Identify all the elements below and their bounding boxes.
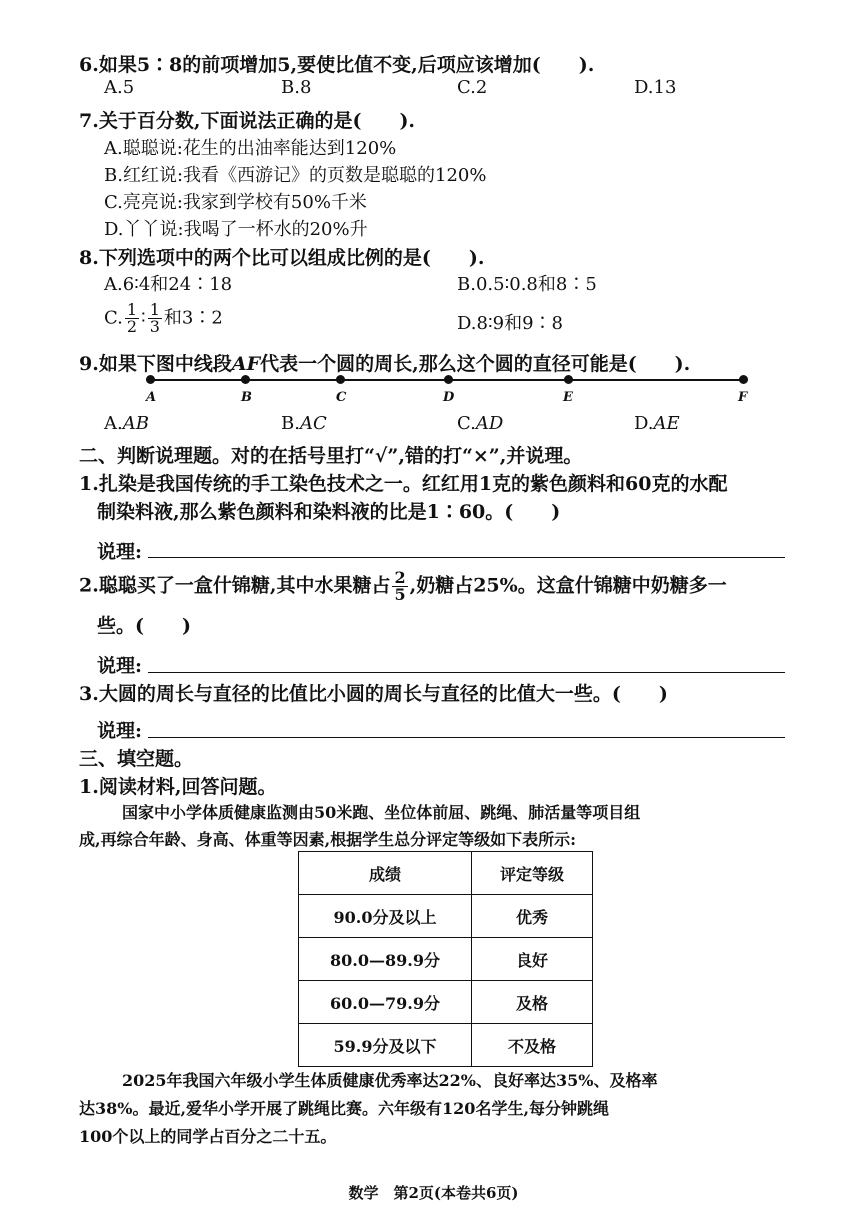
table-cell-grade: 良好 bbox=[472, 938, 593, 981]
q7-option-a: A.聪聪说:花生的出油率能达到120% bbox=[104, 138, 397, 159]
option-letter: D. bbox=[634, 413, 654, 434]
q6-option-d: D.13 bbox=[634, 77, 677, 98]
fraction-numerator: 1 bbox=[126, 300, 138, 319]
option-value: AE bbox=[653, 413, 680, 434]
point-a bbox=[146, 375, 155, 384]
page-footer: 数学 第2页(本卷共6页) bbox=[348, 1184, 519, 1202]
table-row bbox=[299, 895, 593, 938]
q9-stem bbox=[79, 349, 690, 376]
q6-option-a: A.5 bbox=[104, 77, 135, 98]
s2-q2-pre: 2.聪聪买了一盒什锦糖,其中水果糖占 bbox=[79, 574, 391, 597]
option-letter: C. bbox=[457, 413, 476, 434]
table-row bbox=[299, 981, 593, 1024]
q9-option-b bbox=[281, 413, 327, 434]
q8-option-c bbox=[104, 302, 223, 335]
table-cell-grade: 不及格 bbox=[472, 1024, 593, 1067]
q8-option-a: A.6∶4和24∶18 bbox=[104, 274, 233, 295]
s2-q3-answer-line[interactable] bbox=[148, 737, 785, 738]
fraction-one-third bbox=[148, 302, 162, 335]
q7-option-b: B.红红说:我看《西游记》的页数是聪聪的120% bbox=[104, 165, 487, 186]
q8-option-b: B.0.5∶0.8和8∶5 bbox=[457, 274, 597, 295]
fraction-numerator: 1 bbox=[149, 300, 160, 319]
section-3-title: 三、填空题。 bbox=[79, 748, 194, 770]
point-label-d: D bbox=[443, 390, 455, 405]
point-c bbox=[336, 375, 345, 384]
q8-option-c-suffix: 和3∶2 bbox=[163, 307, 223, 329]
s2-q2-explain-label: 说理: bbox=[97, 655, 143, 677]
fraction-denominator: 5 bbox=[394, 585, 406, 604]
q8-option-d: D.8∶9和9∶8 bbox=[457, 313, 564, 334]
s2-q3: 3.大圆的周长与直径的比值比小圆的周长与直径的比值大一些。( ) bbox=[79, 683, 668, 705]
fraction-one-half bbox=[125, 302, 139, 335]
q6-option-b: B.8 bbox=[281, 77, 312, 98]
q9-option-a bbox=[104, 413, 149, 434]
table-cell-score: 60.0—79.9分 bbox=[299, 981, 472, 1024]
s3-q1-title: 1.阅读材料,回答问题。 bbox=[79, 776, 277, 798]
table-cell-score: 80.0—89.9分 bbox=[299, 938, 472, 981]
point-b bbox=[241, 375, 250, 384]
option-letter: A. bbox=[104, 413, 123, 434]
option-value: AC bbox=[299, 413, 327, 434]
point-label-b: B bbox=[241, 390, 252, 405]
s2-q1-answer-line[interactable] bbox=[148, 557, 785, 558]
table-header-row bbox=[299, 852, 593, 895]
table-row bbox=[299, 938, 593, 981]
s2-q1-line2: 制染料液,那么紫色颜料和染料液的比是1∶60。( ) bbox=[97, 501, 561, 523]
table-cell-grade: 优秀 bbox=[472, 895, 593, 938]
q9-stem-post: 代表一个圆的周长,那么这个圆的直径可能是( ). bbox=[260, 353, 691, 375]
q9-option-d bbox=[634, 413, 680, 434]
q8-option-c-prefix: C. bbox=[104, 307, 123, 329]
s2-q2-line2: 些。( ) bbox=[97, 615, 191, 637]
q7-option-c: C.亮亮说:我家到学校有50%千米 bbox=[104, 192, 367, 213]
q9-option-c bbox=[457, 413, 503, 434]
s3-para1-line1: 国家中小学体质健康监测由50米跑、坐位体前屈、跳绳、肺活量等项目组 bbox=[122, 803, 641, 822]
table-cell-score: 59.9分及以下 bbox=[299, 1024, 472, 1067]
option-value: AD bbox=[475, 413, 504, 434]
s2-q1-line1: 1.扎染是我国传统的手工染色技术之一。红红用1克的紫色颜料和60克的水配 bbox=[79, 473, 728, 495]
table-cell-score: 90.0分及以上 bbox=[299, 895, 472, 938]
q8-stem: 8.下列选项中的两个比可以组成比例的是( ). bbox=[79, 247, 485, 269]
s2-q2-answer-line[interactable] bbox=[148, 672, 785, 673]
fraction-numerator: 2 bbox=[394, 568, 406, 587]
q7-stem: 7.关于百分数,下面说法正确的是( ). bbox=[79, 110, 416, 132]
s3-para1-line2: 成,再综合年龄、身高、体重等因素,根据学生总分评定等级如下表所示: bbox=[79, 830, 577, 849]
grade-table bbox=[298, 851, 593, 1067]
q9-stem-pre: 9.如果下图中线段 bbox=[79, 353, 232, 375]
fraction-denominator: 2 bbox=[126, 317, 138, 336]
q6-option-c: C.2 bbox=[457, 77, 488, 98]
point-e bbox=[564, 375, 573, 384]
table-row bbox=[299, 1024, 593, 1067]
point-label-c: C bbox=[336, 390, 347, 405]
s3-para2-line1: 2025年我国六年级小学生体质健康优秀率达22%、良好率达35%、及格率 bbox=[122, 1071, 658, 1090]
s2-q2-post: ,奶糖占25%。这盒什锦糖中奶糖多一 bbox=[409, 574, 727, 597]
option-value: AB bbox=[122, 413, 149, 434]
table-header-cell: 成绩 bbox=[299, 852, 472, 895]
table-cell-grade: 及格 bbox=[472, 981, 593, 1024]
option-letter: B. bbox=[281, 413, 300, 434]
s2-q3-explain-label: 说理: bbox=[97, 720, 143, 742]
section-2-title: 二、判断说理题。对的在括号里打“√”,错的打“×”,并说理。 bbox=[79, 445, 583, 467]
q7-option-d: D.丫丫说:我喝了一杯水的20%升 bbox=[104, 219, 368, 240]
q6-stem: 6.如果5∶8的前项增加5,要使比值不变,后项应该增加( ). bbox=[79, 54, 595, 76]
s2-q1-explain-label: 说理: bbox=[97, 541, 143, 563]
fraction-denominator: 3 bbox=[149, 317, 160, 336]
point-label-a: A bbox=[146, 390, 157, 405]
fraction-two-fifths bbox=[392, 570, 407, 603]
point-label-e: E bbox=[563, 390, 573, 405]
s2-q2-line1 bbox=[79, 570, 727, 603]
point-d bbox=[444, 375, 453, 384]
s3-para2-line3: 100个以上的同学占百分之二十五。 bbox=[79, 1127, 337, 1146]
point-f bbox=[739, 375, 748, 384]
ratio-colon: ∶ bbox=[141, 307, 146, 329]
s3-para2-line2: 达38%。最近,爱华小学开展了跳绳比赛。六年级有120名学生,每分钟跳绳 bbox=[79, 1099, 610, 1118]
table-header-cell: 评定等级 bbox=[472, 852, 593, 895]
point-label-f: F bbox=[738, 390, 748, 405]
q9-stem-segment: AF bbox=[231, 353, 261, 375]
